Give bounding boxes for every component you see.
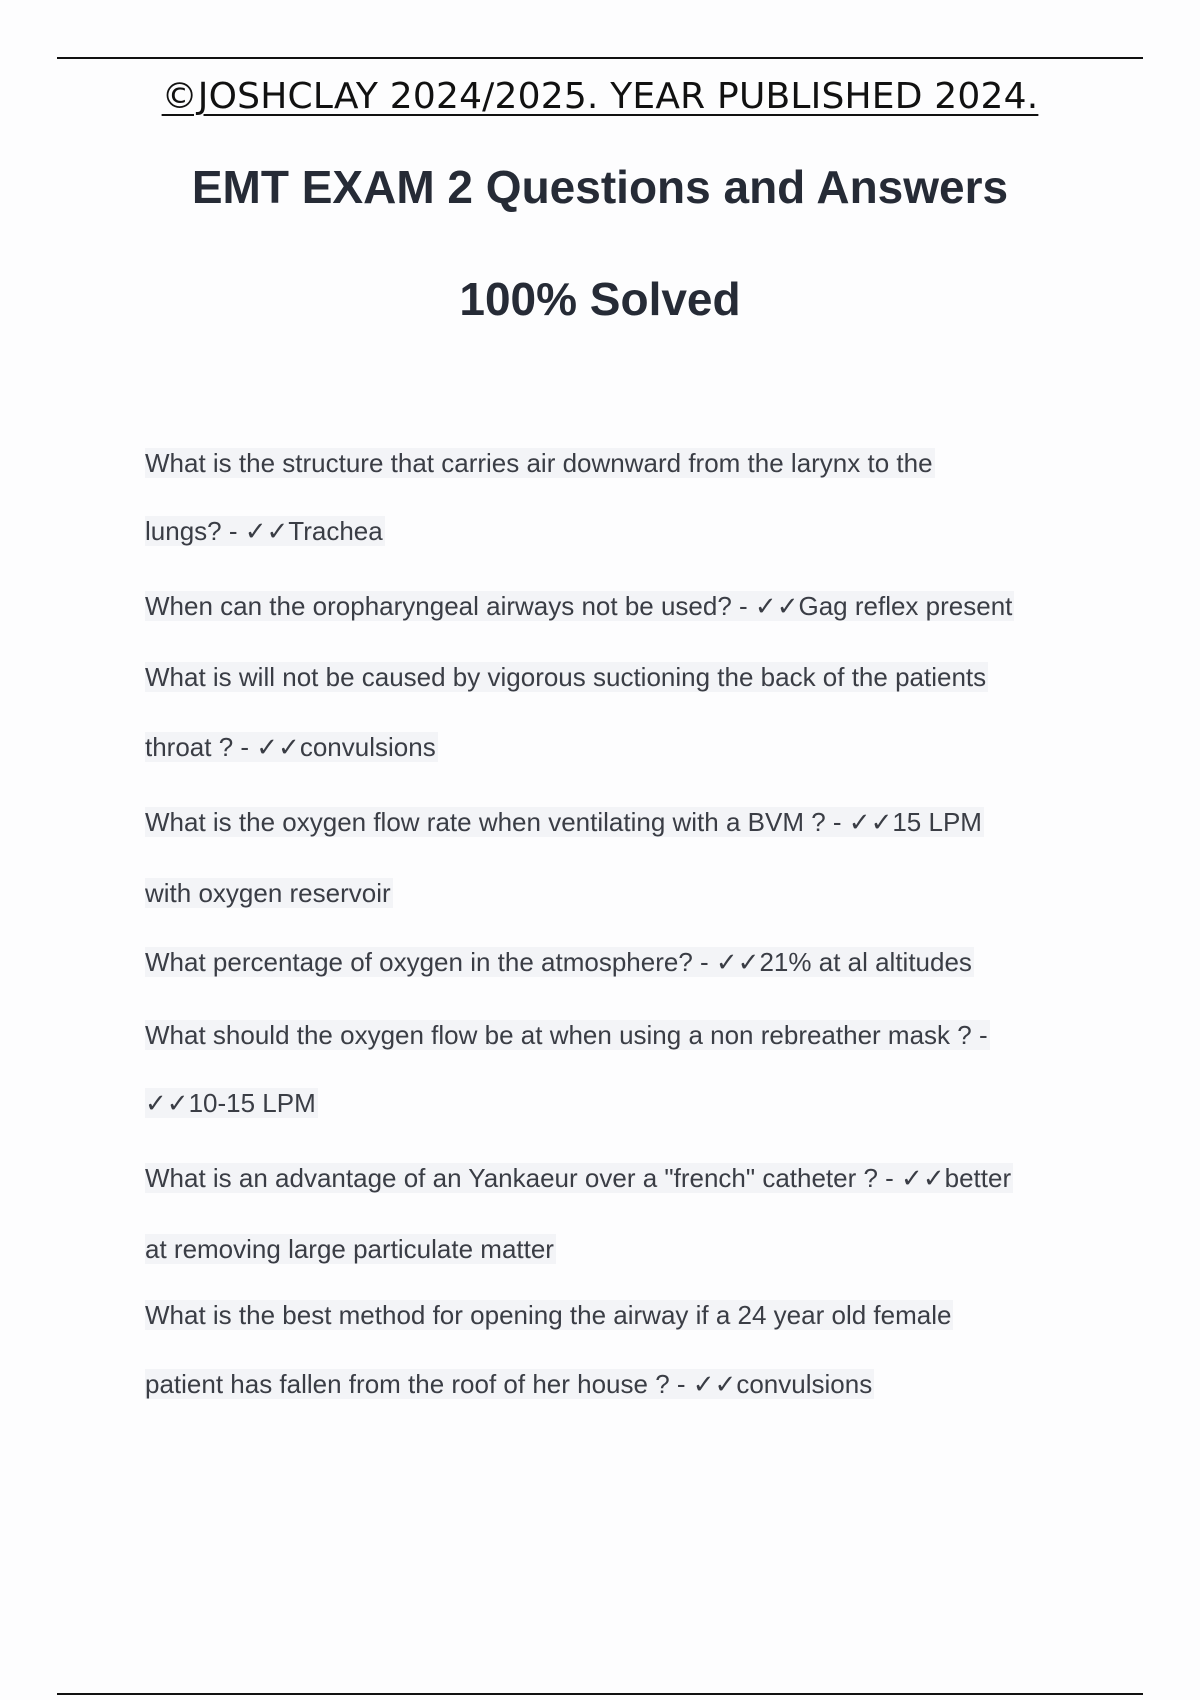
qa-line: When can the oropharyngeal airways not be used? - ✓✓Gag reflex present	[145, 591, 1013, 621]
bottom-rule	[57, 1693, 1143, 1695]
qa-line: What is the structure that carries air downward from the larynx to the	[145, 448, 933, 478]
document-title: EMT EXAM 2 Questions and Answers	[191, 161, 1009, 213]
qa-line: What is the oxygen flow rate when ventilating with a BVM ? - ✓✓15 LPM	[145, 807, 982, 837]
qa-line: What is will not be caused by vigorous suctioning the back of the patients	[145, 662, 987, 692]
qa-line: ✓✓10-15 LPM	[145, 1088, 316, 1118]
qa-line: with oxygen reservoir	[145, 878, 391, 908]
qa-line: What is an advantage of an Yankaeur over a "french" catheter ? - ✓✓better	[145, 1163, 1012, 1193]
copyright-header	[0, 76, 1200, 117]
copyright-text: ©JOSHCLAY 2024/2025. YEAR PUBLISHED 2024.	[161, 76, 1039, 117]
qa-line: throat ? - ✓✓convulsions	[145, 732, 436, 762]
qa-line: What percentage of oxygen in the atmosphere? - ✓✓21% at al altitudes	[145, 947, 972, 977]
qa-line: patient has fallen from the roof of her house ? - ✓✓convulsions	[145, 1369, 873, 1399]
qa-line: What should the oxygen flow be at when using a non rebreather mask ? -	[145, 1020, 988, 1050]
qa-line: at removing large particulate matter	[145, 1234, 554, 1264]
top-rule	[57, 57, 1143, 59]
qa-line: What is the best method for opening the airway if a 24 year old female	[145, 1300, 952, 1330]
document-subtitle: 100% Solved	[459, 273, 741, 325]
qa-line: lungs? - ✓✓Trachea	[145, 516, 383, 546]
